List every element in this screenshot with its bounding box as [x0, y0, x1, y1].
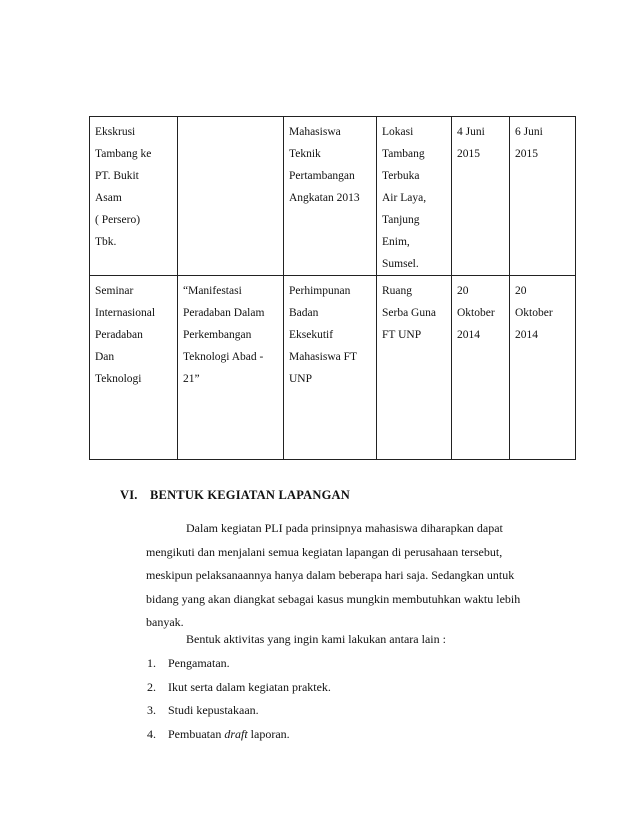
paragraph-line: bidang yang akan diangkat sebagai kasus mungkin membutuhkan waktu lebih: [146, 591, 521, 606]
list-item: 4. Pembuatan draft laporan.: [147, 726, 290, 741]
emphasis-term: draft: [224, 726, 248, 741]
cell-penyelenggara: Perhimpunan Badan Eksekutif Mahasiswa FT UNP: [284, 276, 377, 460]
paragraph-line: banyak.: [146, 615, 184, 629]
section-title: BENTUK KEGIATAN LAPANGAN: [150, 488, 350, 502]
list-intro: Bentuk aktivitas yang ingin kami lakukan antara lain :: [186, 632, 446, 646]
table-row: [90, 276, 576, 460]
body-paragraph: [146, 517, 562, 635]
cell-tema: “Manifestasi Peradaban Dalam Perkembangan Teknologi Abad - 21”: [178, 276, 284, 460]
cell-tempat: Ruang Serba Guna FT UNP: [377, 276, 452, 460]
paragraph-line: Dalam kegiatan PLI pada prinsipnya mahasiswa diharapkan dapat: [186, 521, 503, 535]
cell-kegiatan: Seminar Internasional Peradaban Dan Teknologi: [90, 276, 178, 460]
paragraph-line: mengikuti dan menjalani semua kegiatan lapangan di perusahaan tersebut,: [146, 544, 503, 559]
section-number: VI.: [120, 488, 138, 502]
cell-tanggal-mulai: 4 Juni 2015: [452, 117, 510, 276]
list-item: 2. Ikut serta dalam kegiatan praktek.: [147, 679, 331, 694]
cell-penyelenggara: Mahasiswa Teknik Pertambangan Angkatan 2013: [284, 117, 377, 276]
section-heading: [120, 488, 350, 503]
cell-tanggal-selesai: 6 Juni 2015: [510, 117, 576, 276]
paragraph-line: meskipun pelaksanaannya hanya dalam beberapa hari saja. Sedangkan untuk: [146, 568, 515, 582]
cell-tanggal-mulai: 20 Oktober 2014: [452, 276, 510, 460]
list-item: 3. Studi kepustakaan.: [147, 703, 259, 717]
cell-tema: [178, 117, 284, 276]
activities-list: [147, 652, 331, 746]
cell-tempat: Lokasi Tambang Terbuka Air Laya, Tanjung Enim, Sumsel.: [377, 117, 452, 276]
table-row: [90, 117, 576, 276]
events-table: [89, 116, 576, 460]
list-item: 1. Pengamatan.: [147, 656, 230, 670]
cell-tanggal-selesai: 20 Oktober 2014: [510, 276, 576, 460]
cell-kegiatan: Ekskrusi Tambang ke PT. Bukit Asam ( Persero) Tbk.: [90, 117, 178, 276]
